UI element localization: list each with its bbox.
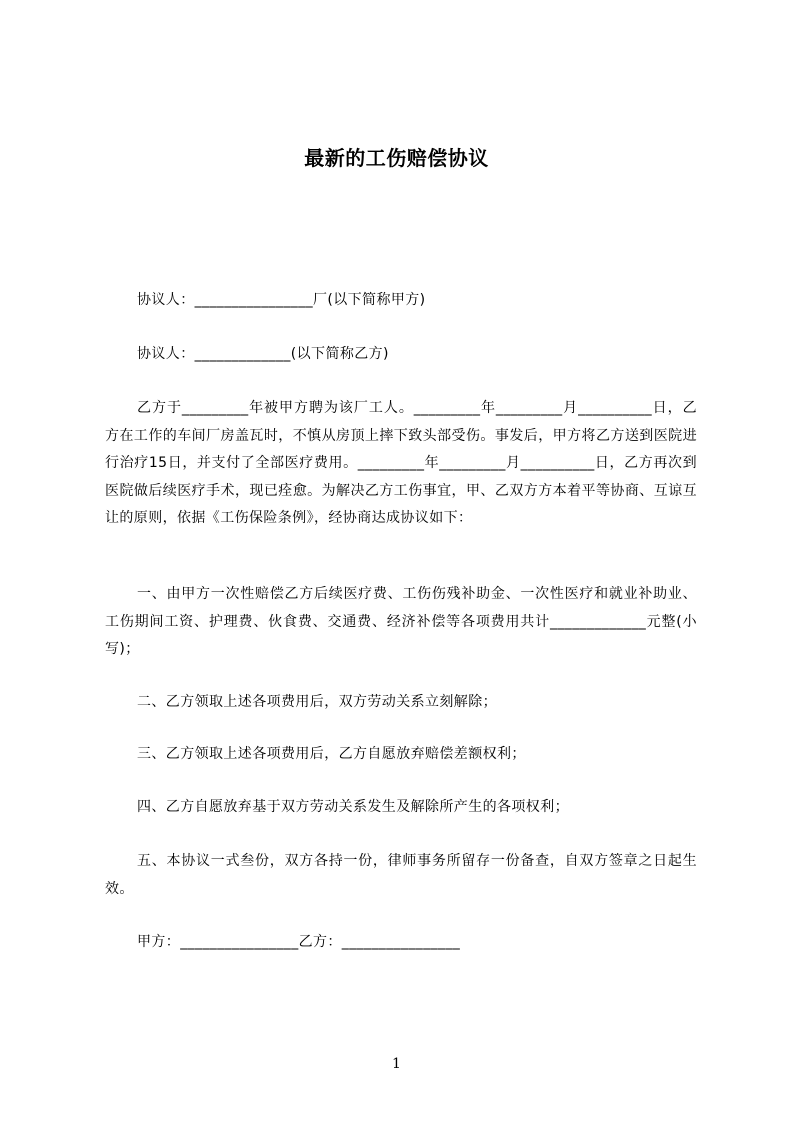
clause-1: 一、由甲方一次性赔偿乙方后续医疗费、工伤伤残补助金、一次性医疗和就业补助业、工伤期间工资、护理费、伙食费、交通费、经济补偿等各项费用共计_____________元整(小写)； bbox=[105, 586, 697, 657]
signature-line: 甲方：________________乙方：________________ bbox=[137, 934, 461, 950]
party-a-line: 协议人：________________厂(以下简称甲方) bbox=[137, 292, 426, 308]
intro-paragraph: 乙方于_________年被甲方聘为该厂工人。_________年_________月__________日，乙方在工作的车间厂房盖瓦时，不慎从房顶上摔下致头部受伤。事发后，甲方将乙方送到医院进行治疗15日，并支付了全部医疗费用。_________年_________月__________日，乙方再次到医院做后续医疗手术，现已痊愈。为解决乙方工伤事宜，甲、乙双方方本着平等协商、互谅互让的原则，依据《工伤保险条例》，经协商达成协议如下： bbox=[105, 400, 697, 526]
clause-4: 四、乙方自愿放弃基于双方劳动关系发生及解除所产生的各项权利； bbox=[137, 799, 569, 815]
page-number: 1 bbox=[392, 1056, 401, 1072]
clause-5: 五、本协议一式叁份，双方各持一份，律师事务所留存一份备查，自双方签章之日起生效。 bbox=[105, 853, 697, 897]
document-title: 最新的工伤赔偿协议 bbox=[304, 146, 489, 170]
clause-3: 三、乙方领取上述各项费用后，乙方自愿放弃赔偿差额权利； bbox=[137, 746, 526, 762]
clause-2: 二、乙方领取上述各项费用后，双方劳动关系立刻解除； bbox=[137, 694, 497, 710]
party-b-line: 协议人：_____________(以下简称乙方) bbox=[137, 346, 389, 362]
